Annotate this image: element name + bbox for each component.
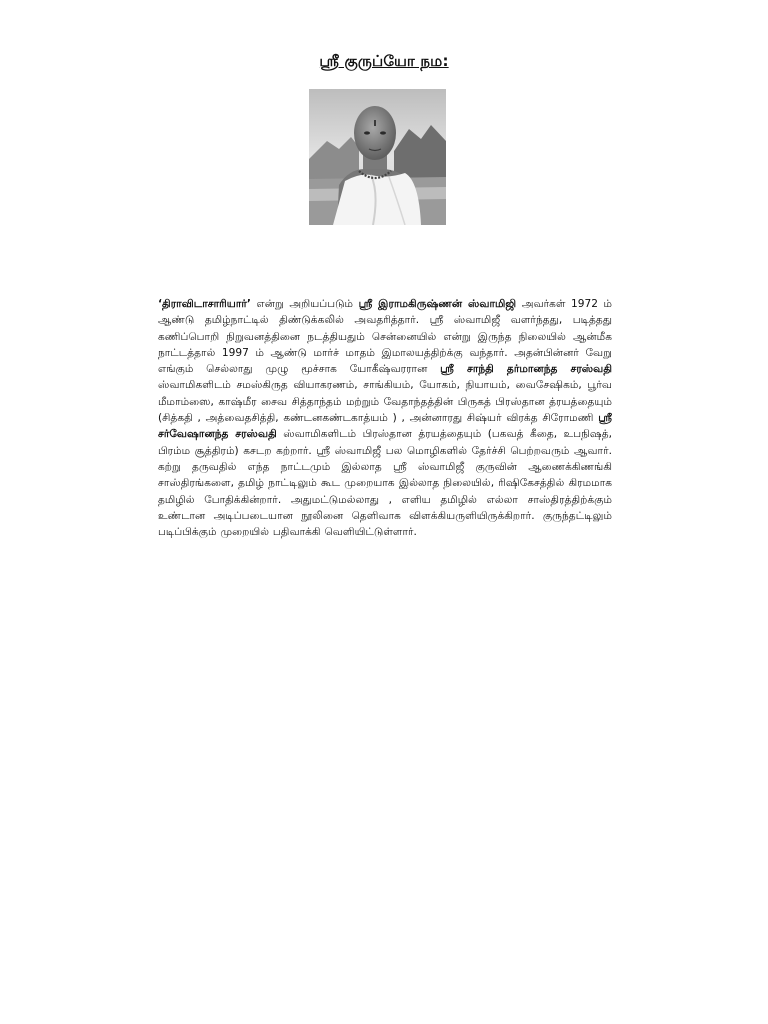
portrait-photo-icon — [309, 89, 446, 225]
paragraph-text: என்று அறியப்படும் — [250, 298, 359, 310]
biography-paragraph — [158, 296, 612, 540]
swamiji-name: ஸ்ரீ இராமகிருஷ்ணன் ஸ்வாமிஜி — [358, 298, 517, 310]
title-quote: ‘திராவிடாசாரியார்’ — [158, 298, 251, 310]
paragraph-text: அவர்கள் 1972 ம் ஆண்டு தமிழ்நாட்டில் திண்டுக்கலில் அவதரித்தார். ஸ்ரீ ஸ்வாமிஜீ வளர்ந்தது, படித்தது கணிப்பொறி நிறுவனத்தினை நடத்தியதும் சென்னையில் என்று இருந்த நிலையில் ஆன்மீக நாட்டத்தால் 1997 ம் ஆண்டு மார்ச் மாதம் இமாலயத்திற்க்கு வந்தார். அதன்பின்னர் வேறு எங்கும் செல்லாது முழு மூச்சாக யோகீஷ்வரரான — [158, 298, 613, 376]
paragraph-text: ஸ்வாமிகளிடம் சமஸ்கிருத வியாகரணம், சாங்கியம், யோகம், நியாயம், வைசேஷிகம், பூர்வ மீமாம்ஸை, காஷ்மீர சைவ சித்தாந்தம் மற்றும் வேதாந்தத்தின் பிருகத் பிரஸ்தான த்ரயத்தையும் (சித்கதி , அத்வைதசித்தி, கண்டனகண்டகாத்யம் ) , அன்னாரது சிஷ்யர் விரக்த சிரோமணி — [158, 379, 612, 425]
guru-name-2: ஸ்ரீ சர்வேஷானந்த சரஸ்வதி — [158, 412, 612, 441]
paragraph-text: ஸ்வாமிகளிடம் பிரஸ்தான த்ரயத்தையும் (பகவத் கீதை, உபநிஷத், பிரம்ம சூத்திரம்) கசடற கற்றார். ஸ்ரீ ஸ்வாமிஜீ பல மொழிகளில் தேர்ச்சி பெற்றவரும் ஆவார். கற்று தருவதில் எந்த நாட்டமும் இல்லாத ஸ்ரீ ஸ்வாமிஜீ குருவின் ஆணைக்கிணங்கி சாஸ்திரங்களை, தமிழ் நாட்டிலும் கூட முறையாக இல்லாத நிலையில், ரிஷிகேசத்தில் கிரமமாக தமிழில் போதிக்கின்றார். அதுமட்டுமல்லாது , எளிய தமிழில் எல்லா சாஸ்திரத்திற்க்கும் உண்டான அடிப்படையான நூலினை தெளிவாக விளக்கியருளியிருக்கிறார். குருந்தட்டிலும் படிப்பிக்கும் முறையில் பதிவாக்கி வெளியிட்டுள்ளார். — [158, 428, 612, 539]
guru-name-1: ஸ்ரீ சாந்தி தர்மானந்த சரஸ்வதி — [440, 363, 612, 376]
page-heading: ஸ்ரீ குருப்யோ நம: — [319, 52, 449, 70]
portrait-photo — [309, 89, 446, 225]
